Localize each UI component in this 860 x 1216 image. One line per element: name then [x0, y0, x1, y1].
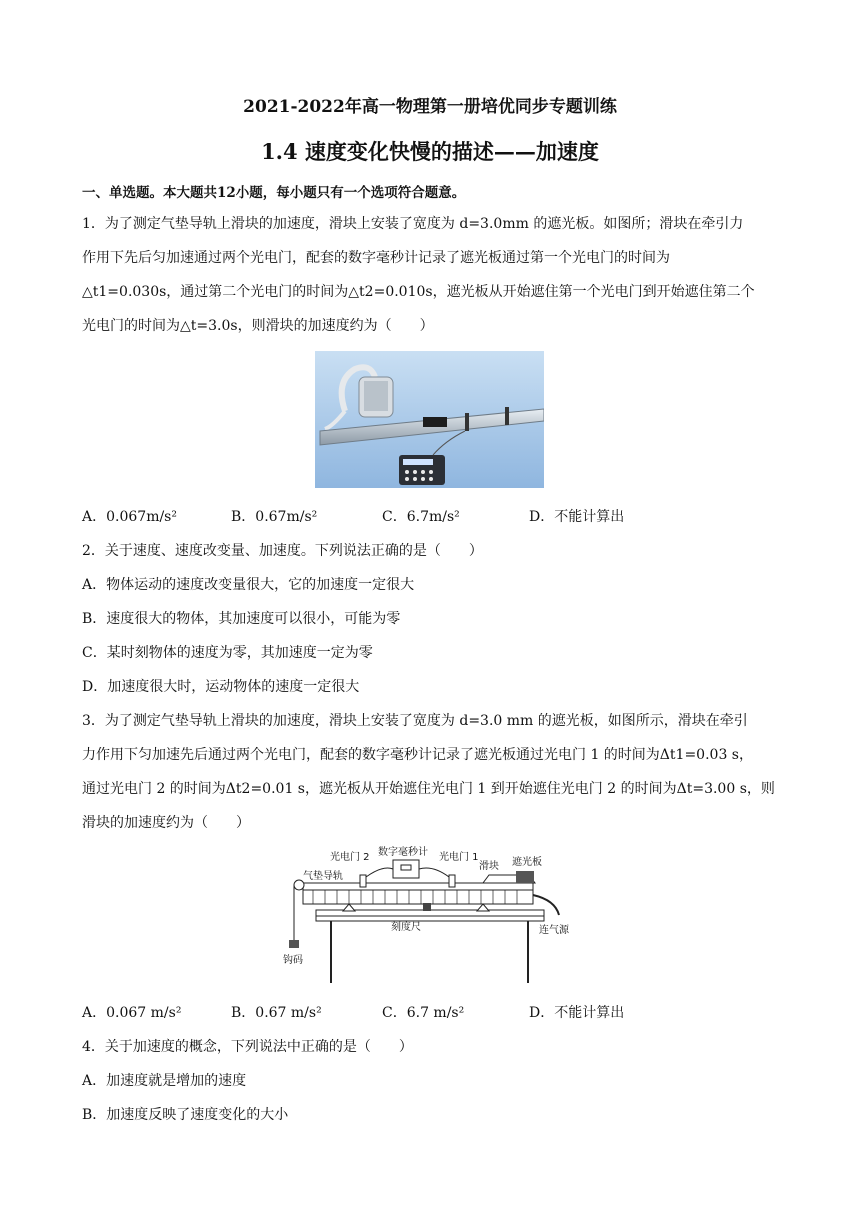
label-timer: 数字毫秒计 — [378, 847, 428, 858]
lesson-title: 1.4 速度变化快慢的描述——加速度 — [261, 139, 599, 164]
label-shade: 遮光板 — [512, 857, 542, 868]
air-track-diagram — [283, 845, 578, 983]
label-gate1: 光电门 1 — [439, 852, 479, 863]
q4-option-b[interactable]: B．加速度反映了速度变化的大小 — [82, 1107, 289, 1123]
q3-option-d[interactable]: D．不能计算出 — [529, 1005, 625, 1021]
q2-option-d[interactable]: D．加速度很大时，运动物体的速度一定很大 — [82, 679, 360, 695]
q3-option-a[interactable]: A．0.067 m/s² — [82, 1005, 182, 1021]
q4-option-a[interactable]: A．加速度就是增加的速度 — [82, 1073, 247, 1089]
q1-line-1: 1．为了测定气垫导轨上滑块的加速度，滑块上安装了宽度为 d=3.0mm 的遮光板。如图所；滑块在牵引力 — [82, 216, 744, 232]
q3-line-1: 3．为了测定气垫导轨上滑块的加速度，滑块上安装了宽度为 d=3.0 mm 的遮光板，如图所示，滑块在牵引 — [82, 713, 748, 729]
label-weight: 钩码 — [283, 955, 303, 966]
document-title: 2021-2022年高一物理第一册培优同步专题训练 — [243, 97, 617, 117]
label-track: 气垫导轨 — [303, 871, 343, 882]
q2-stem: 2．关于速度、速度改变量、加速度。下列说法正确的是（ ） — [82, 543, 483, 559]
q1-option-b[interactable]: B．0.67m/s² — [231, 509, 318, 525]
q1-option-a[interactable]: A．0.067m/s² — [82, 509, 177, 525]
q3-option-c[interactable]: C．6.7 m/s² — [382, 1005, 465, 1021]
air-track-photo — [315, 351, 544, 488]
q1-line-2: 作用下先后匀加速通过两个光电门，配套的数字毫秒计记录了遮光板通过第一个光电门的时间为 — [82, 250, 670, 266]
q1-option-d[interactable]: D．不能计算出 — [529, 509, 625, 525]
q2-option-c[interactable]: C．某时刻物体的速度为零，其加速度一定为零 — [82, 645, 373, 661]
label-ruler: 刻度尺 — [391, 922, 421, 933]
q3-line-3: 通过光电门 2 的时间为Δt2=0.01 s，遮光板从开始遮住光电门 1 到开始遮住光电门 2 的时间为Δt=3.00 s，则 — [82, 781, 775, 797]
q2-option-b[interactable]: B．速度很大的物体，其加速度可以很小，可能为零 — [82, 611, 401, 627]
label-slider: 滑块 — [479, 861, 499, 872]
label-air-source: 连气源 — [539, 925, 569, 936]
q3-line-4: 滑块的加速度约为（ ） — [82, 815, 250, 831]
section-heading: 一、单选题。本大题共12小题，每小题只有一个选项符合题意。 — [82, 185, 466, 201]
q1-option-c[interactable]: C．6.7m/s² — [382, 509, 460, 525]
q1-line-3: △t1=0.030s，通过第二个光电门的时间为△t2=0.010s，遮光板从开始遮住第一个光电门到开始遮住第二个 — [82, 284, 755, 300]
q3-line-2: 力作用下匀加速先后通过两个光电门，配套的数字毫秒计记录了遮光板通过光电门 1 的时间为Δt1=0.03 s， — [82, 747, 753, 763]
q4-stem: 4．关于加速度的概念，下列说法中正确的是（ ） — [82, 1039, 413, 1055]
q1-line-4: 光电门的时间为△t=3.0s，则滑块的加速度约为（ ） — [82, 318, 434, 334]
q3-option-b[interactable]: B．0.67 m/s² — [231, 1005, 322, 1021]
q2-option-a[interactable]: A．物体运动的速度改变量很大，它的加速度一定很大 — [82, 577, 415, 593]
label-gate2: 光电门 2 — [330, 852, 370, 863]
